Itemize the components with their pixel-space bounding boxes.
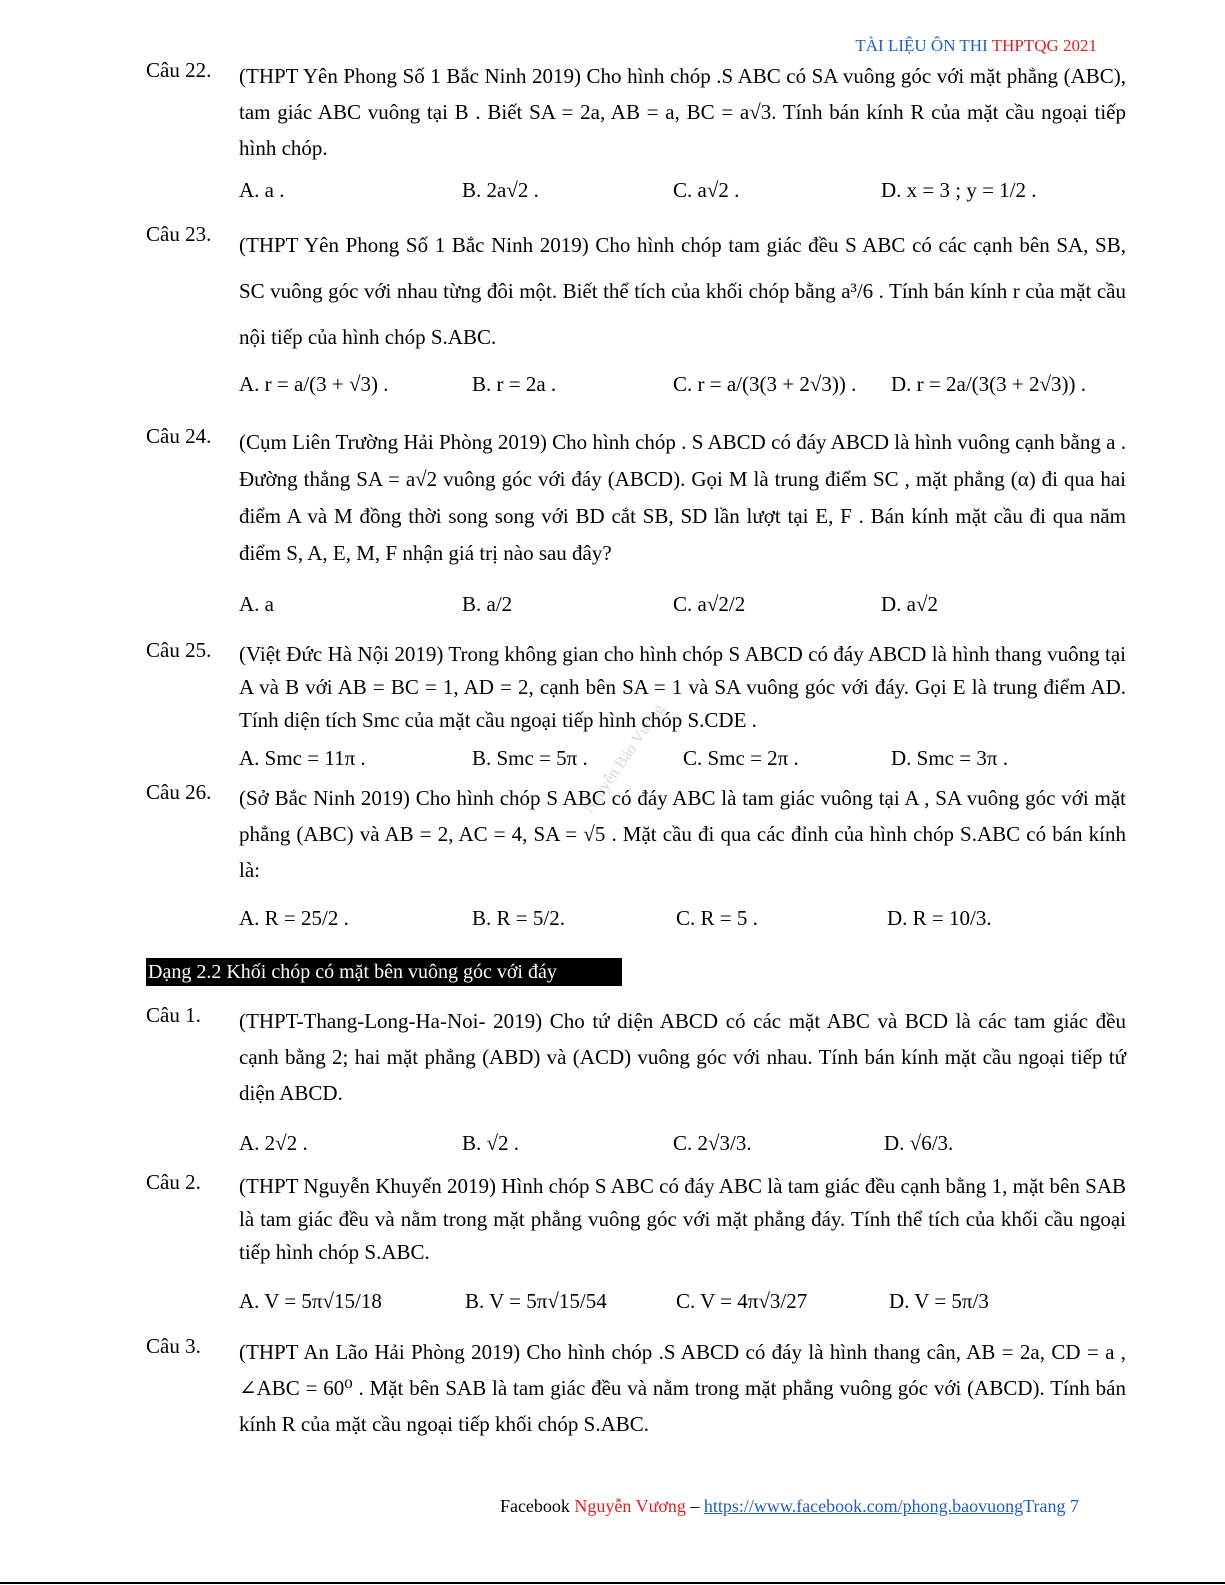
option-d[interactable]: D. a√2 <box>881 592 939 616</box>
option-d[interactable]: D. Smc = 3π . <box>891 746 1008 770</box>
question-text: (THPT Yên Phong Số 1 Bắc Ninh 2019) Cho hình chóp tam giác đều S ABC có các cạnh bên SA, SB, SC vuông góc với nhau từng đôi một. Biết thể tích của khối chóp bằng a³/6 . Tính bán kính r của mặt cầu nội tiếp của hình chóp S.ABC. <box>239 233 1126 349</box>
answer-options <box>239 1119 1126 1167</box>
option-b[interactable]: B. √2 . <box>462 1131 520 1155</box>
option-d[interactable]: D. R = 10/3. <box>887 906 992 930</box>
question-23 <box>146 222 1126 408</box>
answer-options <box>239 580 1126 628</box>
question-22 <box>146 58 1126 214</box>
question-number: Câu 2. <box>146 1170 201 1194</box>
option-a[interactable]: A. a . <box>239 178 285 202</box>
watermark: Nguyễn Bảo Vương <box>580 701 668 817</box>
option-b[interactable]: B. R = 5/2. <box>472 906 565 930</box>
question-text: (THPT-Thang-Long-Ha-Noi- 2019) Cho tứ diện ABCD có các mặt ABC và BCD là các tam giác đều cạnh bằng 2; hai mặt phẳng (ABD) và (ACD) vuông góc với nhau. Tính bán kính mặt cầu ngoại tiếp tứ diện ABCD. <box>239 1009 1126 1105</box>
answer-options <box>239 1277 1126 1325</box>
option-a[interactable]: A. 2√2 . <box>239 1131 308 1155</box>
option-c[interactable]: C. V = 4π√3/27 <box>676 1289 808 1313</box>
question-3 <box>146 1334 1126 1442</box>
option-c[interactable]: C. 2√3/3. <box>673 1131 752 1155</box>
question-number: Câu 25. <box>146 638 212 662</box>
option-a[interactable]: A. r = a/(3 + √3) . <box>239 372 389 396</box>
option-b[interactable]: B. r = 2a . <box>472 372 557 396</box>
question-number: Câu 26. <box>146 780 212 804</box>
bottom-divider <box>0 1582 1225 1584</box>
page-number: Trang 7 <box>1023 1496 1079 1516</box>
option-a[interactable]: A. V = 5π√15/18 <box>239 1289 382 1313</box>
footer-separator: – <box>685 1496 704 1516</box>
question-text: (Sở Bắc Ninh 2019) Cho hình chóp S ABC có đáy ABC là tam giác vuông tại A , SA vuông góc với mặt phẳng (ABC) và AB = 2, AC = 4, SA = √5 . Mặt cầu đi qua các đỉnh của hình chóp S.ABC có bán kính là: <box>239 786 1126 882</box>
option-c[interactable]: C. r = a/(3(3 + 2√3)) . <box>673 372 857 396</box>
option-b[interactable]: B. Smc = 5π . <box>472 746 588 770</box>
option-b[interactable]: B. a/2 <box>462 592 513 616</box>
facebook-link[interactable]: https://www.facebook.com/phong.baovuong <box>703 1496 1024 1516</box>
question-number: Câu 22. <box>146 58 212 82</box>
option-c[interactable]: C. a√2 . <box>673 178 740 202</box>
header-label: TÀI LIỆU ÔN THI <box>855 36 992 55</box>
option-c[interactable]: C. R = 5 . <box>676 906 758 930</box>
option-d[interactable]: D. r = 2a/(3(3 + 2√3)) . <box>891 372 1086 396</box>
option-b[interactable]: B. 2a√2 . <box>462 178 539 202</box>
footer-label: Facebook <box>499 1496 575 1516</box>
answer-options <box>239 894 1126 942</box>
answer-options <box>239 360 1126 408</box>
page-header <box>855 36 1097 56</box>
question-24 <box>146 424 1126 628</box>
header-exam: THPTQG 2021 <box>991 36 1097 55</box>
question-2 <box>146 1170 1126 1325</box>
question-25 <box>146 638 1126 779</box>
question-text: (THPT An Lão Hải Phòng 2019) Cho hình chóp .S ABCD có đáy là hình thang cân, AB = 2a, CD = a , ∠ABC = 60⁰ . Mặt bên SAB là tam giác đều và nằm trong mặt phẳng vuông góc với (ABCD). Tính bán kính R của mặt cầu ngoại tiếp khối chóp S.ABC. <box>239 1340 1126 1436</box>
question-text: (THPT Nguyễn Khuyến 2019) Hình chóp S ABC có đáy ABC là tam giác đều cạnh bằng 1, mặt bên SAB là tam giác đều và nằm trong mặt phẳng vuông góc với mặt phẳng đáy. Tính thể tích của khối cầu ngoại tiếp hình chóp S.ABC. <box>239 1174 1126 1264</box>
option-d[interactable]: D. √6/3. <box>884 1131 954 1155</box>
question-number: Câu 23. <box>146 222 212 246</box>
question-text: (Cụm Liên Trường Hải Phòng 2019) Cho hình chóp . S ABCD có đáy ABCD là hình vuông cạnh bằng a . Đường thẳng SA = a√2 vuông góc với đáy (ABCD). Gọi M là trung điểm SC , mặt phẳng (α) đi qua hai điểm A và M đồng thời song song với BD cắt SB, SD lần lượt tại E, F . Bán kính mặt cầu đi qua năm điểm S, A, E, M, F nhận giá trị nào sau đây? <box>239 430 1126 565</box>
question-text: (Việt Đức Hà Nội 2019) Trong không gian cho hình chóp S ABCD có đáy ABCD là hình thang vuông tại A và B với AB = BC = 1, AD = 2, cạnh bên SA = 1 và SA vuông góc với đáy. Gọi E là trung điểm AD. Tính diện tích Smc của mặt cầu ngoại tiếp hình chóp S.CDE . <box>239 642 1126 732</box>
question-number: Câu 3. <box>146 1334 201 1358</box>
answer-options <box>239 166 1126 214</box>
option-c[interactable]: C. Smc = 2π . <box>683 746 799 770</box>
question-number: Câu 24. <box>146 424 212 448</box>
footer-author: Nguyễn Vương <box>574 1496 686 1516</box>
question-number: Câu 1. <box>146 1003 201 1027</box>
question-text: (THPT Yên Phong Số 1 Bắc Ninh 2019) Cho hình chóp .S ABC có SA vuông góc với mặt phẳng (ABC), tam giác ABC vuông tại B . Biết SA = 2a, AB = a, BC = a√3. Tính bán kính R của mặt cầu ngoại tiếp hình chóp. <box>239 64 1126 160</box>
answer-options <box>239 737 1126 779</box>
option-a[interactable]: A. Smc = 11π . <box>239 746 366 770</box>
option-a[interactable]: A. R = 25/2 . <box>239 906 349 930</box>
option-a[interactable]: A. a <box>239 592 274 616</box>
option-d[interactable]: D. V = 5π/3 <box>889 1289 989 1313</box>
page-footer <box>500 1496 1079 1517</box>
question-1 <box>146 1003 1126 1167</box>
question-26 <box>146 780 1126 942</box>
option-b[interactable]: B. V = 5π√15/54 <box>465 1289 607 1313</box>
section-title: Dạng 2.2 Khối chóp có mặt bên vuông góc với đáy <box>146 958 622 986</box>
option-d[interactable]: D. x = 3 ; y = 1/2 . <box>881 178 1037 202</box>
option-c[interactable]: C. a√2/2 <box>673 592 746 616</box>
